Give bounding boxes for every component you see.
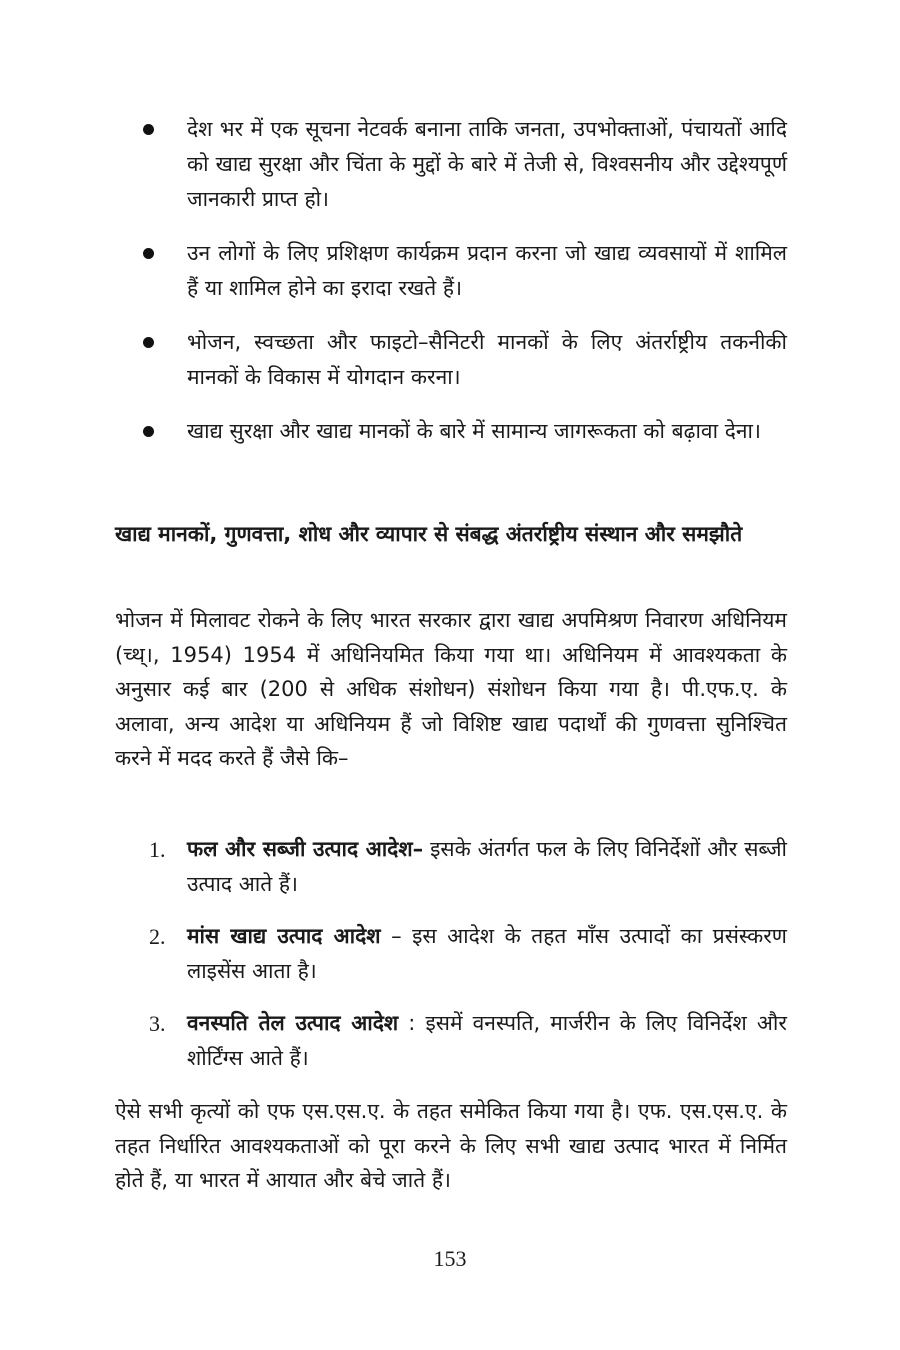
section-heading: खाद्य मानकों, गुणवत्ता, शोध और व्यापार से संबद्ध अंतर्राष्ट्रीय संस्थान और समझौते [115,522,743,546]
order-item [115,919,787,989]
bullet-dot-icon [143,248,154,259]
order-number: 3. [149,1011,166,1036]
fssa-paragraph: ऐसे सभी कृत्यों को एफ एस.एस.ए. के तहत समेकित किया गया है। एफ. एस.एस.ए. के तहत निर्धारित आवश्यकताओं को पूरा करने के लिए सभी खाद्य उत्पाद भारत में निर्मित होते हैं, या भारत में आयात और बेचे जाते हैं। [115,1099,787,1192]
bullet-text: उन लोगों के लिए प्रशिक्षण कार्यक्रम प्रदान करना जो खाद्य व्यवसायों में शामिल हैं या शामिल होने का इरादा रखते हैं। [187,241,787,300]
order-text: : इसमें वनस्पति, मार्जरीन के लिए विनिर्देश और शोर्टिंग्स आते हैं। [187,1011,788,1070]
orders-numbered-list [115,832,787,1093]
order-title: वनस्पति तेल उत्पाद आदेश [187,1011,399,1035]
bullet-item [115,236,787,306]
order-title: फल और सब्जी उत्पाद आदेश– [187,837,424,861]
bullet-text: भोजन, स्वच्छता और फाइटो–सैनिटरी मानकों के लिए अंतर्राष्ट्रीय तकनीकी मानकों के विकास में योगदान करना। [187,330,787,389]
order-number: 1. [149,837,166,862]
bullet-dot-icon [143,337,154,348]
bullet-item [115,414,787,449]
bullet-dot-icon [143,124,154,135]
page-number: 153 [433,1246,467,1271]
objectives-bullet-list [115,112,787,468]
order-text: इसके अंतर्गत फल के लिए विनिर्देशों और सब्जी उत्पाद आते हैं। [187,837,787,896]
order-number: 2. [149,924,166,949]
bullet-dot-icon [143,426,154,437]
order-item [115,1006,787,1076]
bullet-item [115,112,787,217]
order-text: – इस आदेश के तहत माँस उत्पादों का प्रसंस्करण लाइसेंस आता है। [187,924,787,983]
order-item [115,832,787,902]
pfa-paragraph: भोजन में मिलावट रोकने के लिए भारत सरकार द्वारा खाद्य अपमिश्रण निवारण अधिनियम (च्थ्।, 1954) 1954 में अधिनियमित किया गया था। अधिनियम में आवश्यकता के अनुसार कई बार (200 से अधिक संशोधन) संशोधन किया गया है। पी.एफ.ए. के अलावा, अन्य आदेश या अधिनियम हैं जो विशिष्ट खाद्य पदार्थों की गुणवत्ता सुनिश्चित करने में मदद करते हैं जैसे कि– [115,608,787,770]
order-title: मांस खाद्य उत्पाद आदेश [187,924,381,948]
bullet-text: देश भर में एक सूचना नेटवर्क बनाना ताकि जनता, उपभोक्ताओं, पंचायतों आदि को खाद्य सुरक्षा और चिंता के मुद्दों के बारे में तेजी से, विश्वसनीय और उद्देश्यपूर्ण जानकारी प्राप्त हो। [187,117,787,211]
bullet-text: खाद्य सुरक्षा और खाद्य मानकों के बारे में सामान्य जागरूकता को बढ़ावा देना। [187,419,761,443]
bullet-item [115,325,787,395]
